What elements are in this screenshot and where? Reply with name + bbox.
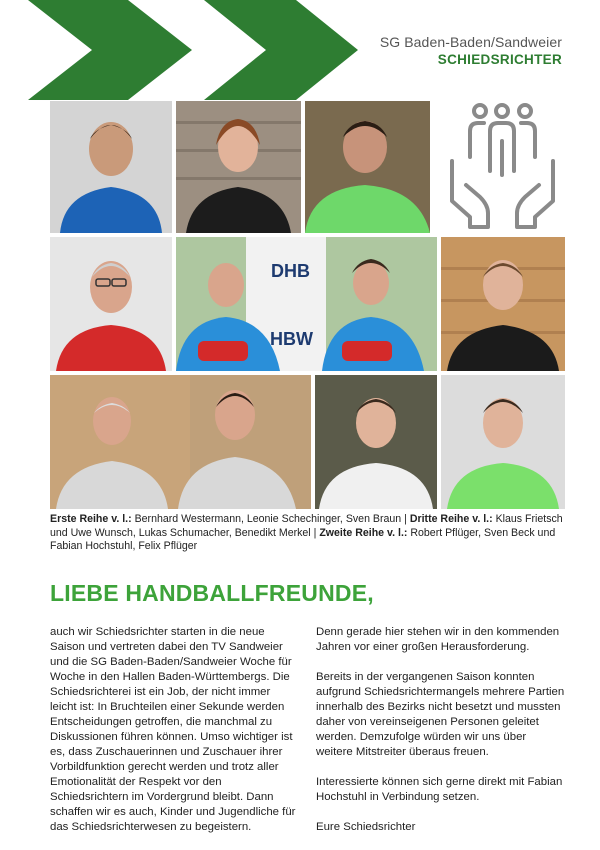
body-paragraph: Interessierte können sich gerne direkt mit Fabian Hochstuhl in Verbindung setzen. — [316, 776, 563, 803]
person-icon — [50, 101, 172, 233]
header-chevrons — [0, 0, 360, 102]
body-paragraph: Bereits in der vergangenen Saison konnten aufgrund Schiedsrichtermangels mehrere Partien innerhalb des Bezirks nicht besetzt und mussten daher von vereinseigenen Personen geleitet werden. Demzufolge würden wir uns über weitere Mitstreiter überaus freuen. — [316, 671, 565, 758]
article-headline: LIEBE HANDBALLFREUNDE, — [50, 580, 374, 606]
photo-lukas-schumacher — [315, 375, 437, 509]
caption-row1-names: Bernhard Westermann, Leonie Schechinger, Sven Braun | — [131, 513, 410, 525]
body-paragraph: auch wir Schiedsrichter starten in die neue Saison und vertreten dabei den TV Sandweier und die SG Baden-Baden/Sandweier Woche für Woche in den Hallen Baden-Württembergs. Die Schiedsrichterei ist ein Job, der nicht immer leicht ist: In Bruchteilen einer Sekunde werden Entscheidungen getroffen, die manchmal zu Diskussionen führen können. Umso wichtiger ist es, dass Zuschauerinnen und Zuschauer ihrer Vorbildfunktion gerecht werden und trotz aller Emotionalität der Respekt vor den Schiedsrichtern im Vordergrund bleibt. Dann schaffen wir es auch, Kinder und Jugendliche für das Schiedsrichterwesen zu begeistern. — [50, 626, 296, 833]
photo-caption — [50, 513, 565, 554]
person-icon — [441, 375, 565, 509]
chevron-right — [204, 0, 358, 100]
caption-row2-label: Zweite Reihe v. l.: — [319, 526, 408, 539]
person-icon — [176, 101, 301, 233]
body-column-left — [50, 625, 300, 850]
caption-row1-label: Erste Reihe v. l.: — [50, 513, 132, 525]
photo-felix-pflueger — [441, 237, 565, 371]
person-icon — [176, 237, 437, 371]
caption-row3-label: Dritte Reihe v. l.: — [409, 513, 493, 525]
caption-row3-names: Klaus Frietsch und Uwe Wunsch, Lukas Schumacher, Benedikt Merkel | — [50, 513, 563, 539]
photo-bernhard-westermann — [50, 101, 172, 233]
person-icon — [441, 237, 565, 371]
signature: Eure Schiedsrichter — [316, 821, 416, 833]
svg-text:DHB: DHB — [271, 261, 310, 281]
caption-row2-names: Robert Pflüger, Sven Beck und Fabian Hochstuhl, Felix Pflüger — [50, 526, 556, 553]
body-column-right — [316, 625, 566, 850]
referee-group-hands-icon — [440, 101, 565, 233]
photo-robert-pflueger — [50, 237, 172, 371]
photo-benedikt-merkel — [441, 375, 565, 509]
person-icon — [50, 375, 311, 509]
photo-sven-beck-fabian-hochstuhl — [176, 237, 437, 371]
photo-sven-braun — [305, 101, 430, 233]
person-icon — [50, 237, 172, 371]
photo-leonie-schechinger — [176, 101, 301, 233]
person-icon — [305, 101, 430, 233]
body-paragraph: Denn gerade hier stehen wir in den kommenden Jahren vor einer großen Herausforderung. — [316, 626, 560, 653]
person-icon — [315, 375, 437, 509]
photo-klaus-frietsch-uwe-wunsch — [50, 375, 311, 509]
club-name: SG Baden-Baden/Sandweier — [379, 34, 562, 50]
section-title: SCHIEDSRICHTER — [437, 52, 562, 67]
chevron-left — [28, 0, 192, 100]
svg-text:HBW: HBW — [270, 329, 313, 349]
